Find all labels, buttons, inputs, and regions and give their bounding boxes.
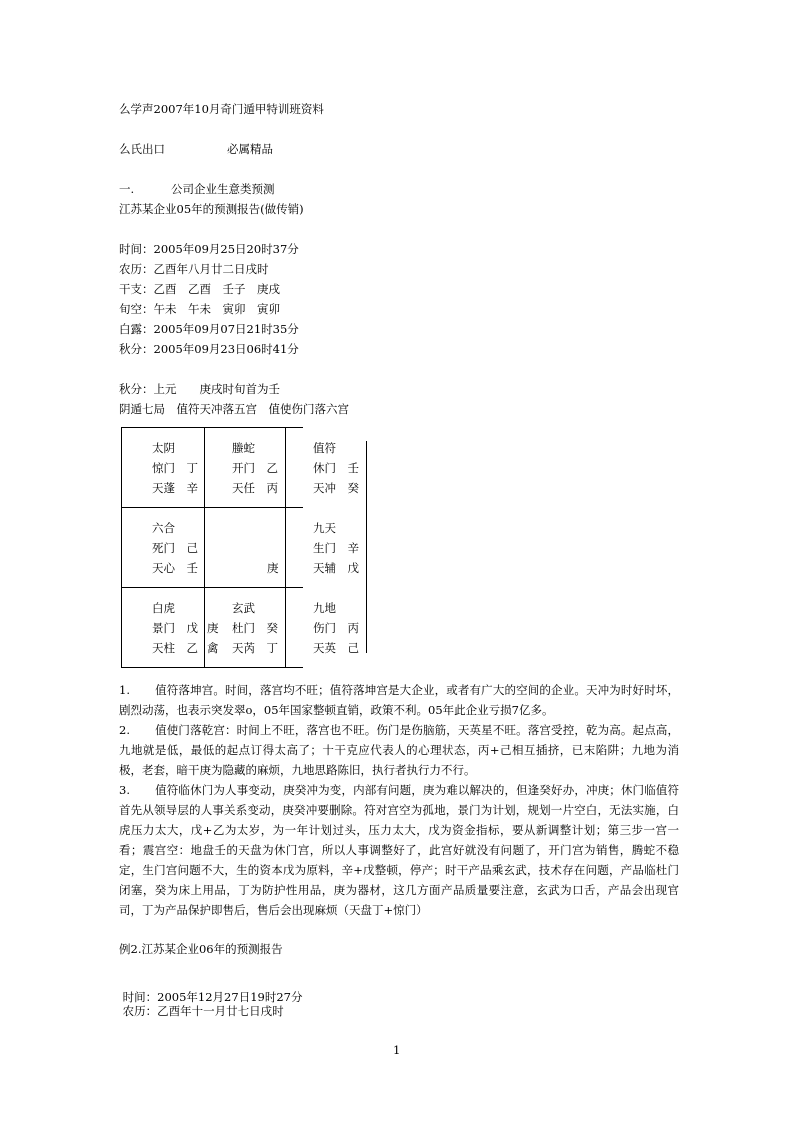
- paragraph-3-number: 3.: [119, 783, 130, 797]
- cell-r6-c3: 天辅 戊: [313, 561, 359, 575]
- cell-r7-c3: 九地: [313, 601, 336, 615]
- info-lunar: 农历：乙酉年八月廿二日戌时: [119, 262, 269, 276]
- ju-line-1: 秋分：上元 庚戌时旬首为壬: [119, 382, 280, 396]
- info-xunkong: 旬空：午未 午未 寅卯 寅卯: [119, 302, 280, 316]
- grid-col-divider-2: [285, 427, 286, 667]
- cell-r1-c2: 螣蛇: [232, 441, 255, 455]
- info-ganzhi: 干支：乙酉 乙酉 壬子 庚戌: [119, 282, 280, 296]
- info-time: 时间：2005年09月25日20时37分: [119, 242, 299, 256]
- cell-r2-c3: 休门 壬: [313, 461, 359, 475]
- cell-r9-qin-star: 禽: [207, 641, 219, 655]
- ju-line-2: 阴遁七局 值符天冲落五宫 值使伤门落六宫: [119, 402, 349, 416]
- paragraph-2-text: 值使门落乾宫：时间上不旺，落宫也不旺。伤门是伤脑筋，天英星不旺。落宫受控，乾为高。起点高，九地就是低，最低的起点订得太高了；十干克应代表人的心理状态，丙+己相互插挤，已末陷阱；九地为消极，老套，暗干庚为隐藏的麻烦，九地思路陈旧，执行者执行力不行。: [119, 723, 679, 777]
- section-heading: 公司企业生意类预测: [171, 182, 275, 196]
- cell-r6-c1: 天心 壬: [152, 561, 198, 575]
- grid-row-divider-2: [121, 587, 303, 588]
- grid-col-divider-1: [204, 427, 205, 667]
- grid-right-border: [366, 441, 367, 653]
- doc-title: 么学声2007年10月奇门遁甲特训班资料: [119, 102, 324, 116]
- example-2-lunar: 农历：乙酉年十一月廿七日戌时: [119, 1004, 284, 1018]
- subtitle-left: 么氏出口: [119, 142, 165, 156]
- grid-row-divider-1: [121, 507, 303, 508]
- cell-r5-c3: 生门 辛: [313, 541, 359, 555]
- cell-r6-c2: 庚: [267, 561, 279, 575]
- cell-r8-c3: 伤门 丙: [313, 621, 359, 635]
- cell-r8-c2: 杜门 癸: [232, 621, 278, 635]
- cell-r7-c1: 白虎: [152, 601, 175, 615]
- cell-r9-c2: 天芮 丁: [232, 641, 278, 655]
- cell-r3-c1: 天蓬 辛: [152, 481, 198, 495]
- cell-r9-c3: 天英 己: [313, 641, 359, 655]
- cell-r1-c1: 太阴: [152, 441, 175, 455]
- cell-r4-c1: 六合: [152, 521, 175, 535]
- paragraph-2-number: 2.: [119, 723, 130, 737]
- cell-r5-c1: 死门 己: [152, 541, 198, 555]
- section-heading-number: 一.: [119, 182, 135, 196]
- paragraph-3: [119, 780, 679, 920]
- cell-r8-c1: 景门 戊: [152, 621, 198, 635]
- info-qiufen: 秋分：2005年09月23日06时41分: [119, 342, 299, 356]
- paragraph-1-text: 值符落坤宫。时间，落宫均不旺；值符落坤宫是大企业，或者有广大的空间的企业。天冲为时好时坏，剧烈动荡，也表示突发翠o，05年国家整顿直销，政策不利。05年此企业亏损7亿多。: [119, 683, 679, 717]
- report-title: 江苏某企业05年的预测报告(做传销): [119, 202, 304, 216]
- cell-r1-c3: 值符: [313, 441, 336, 455]
- paragraph-2: [119, 720, 679, 780]
- subtitle-right: 必属精品: [227, 142, 273, 156]
- cell-r8-hidden-stem: 庚: [207, 621, 219, 635]
- page-number: 1: [393, 1043, 401, 1057]
- cell-r4-c3: 九天: [313, 521, 336, 535]
- paragraph-1-number: 1.: [119, 683, 130, 697]
- paragraph-3-text: 值符临休门为人事变动，庚癸冲为变，内部有问题，庚为难以解决的，但逢癸好办，冲庚；休门临值符首先从领导层的人事关系变动，庚癸冲要删除。符对宫空为孤地，景门为计划，规划一片空白，无法实施，白虎压力太大，戊+乙为太岁，为一年计划过头，压力太大，戊为资金指标，要从新调整计划；第三步一宫一看；震宫空：地盘壬的天盘为休门宫，所以人事调整好了，此宫好就没有问题了，开门宫为销售，腾蛇不稳定，生门宫问题不大，生的资本戊为原料，辛+戊整顿，停产；时干产品乘玄武，技术存在问题，产品临杜门闭塞，癸为床上用品，丁为防护性用品，庚为器材，这几方面产品质量要注意，玄武为口舌，产品会出现官司，丁为产品保护即售后，售后会出现麻烦（天盘丁+惊门）: [119, 783, 679, 917]
- cell-r9-c1: 天柱 乙: [152, 641, 198, 655]
- cell-r2-c2: 开门 乙: [232, 461, 278, 475]
- grid-bottom-border: [121, 667, 303, 668]
- paragraph-1: [119, 680, 679, 720]
- cell-r7-c2: 玄武: [232, 601, 255, 615]
- cell-r3-c2: 天任 丙: [232, 481, 278, 495]
- cell-r3-c3: 天冲 癸: [313, 481, 359, 495]
- info-bailu: 白露：2005年09月07日21时35分: [119, 322, 299, 336]
- example-2-time: 时间：2005年12月27日19时27分: [119, 990, 303, 1004]
- grid-left-border: [121, 427, 122, 667]
- grid-top-border: [121, 427, 303, 428]
- example-2-title: 例2.江苏某企业06年的预测报告: [119, 942, 283, 956]
- nine-palace-grid: [121, 427, 367, 667]
- cell-r2-c1: 惊门 丁: [152, 461, 198, 475]
